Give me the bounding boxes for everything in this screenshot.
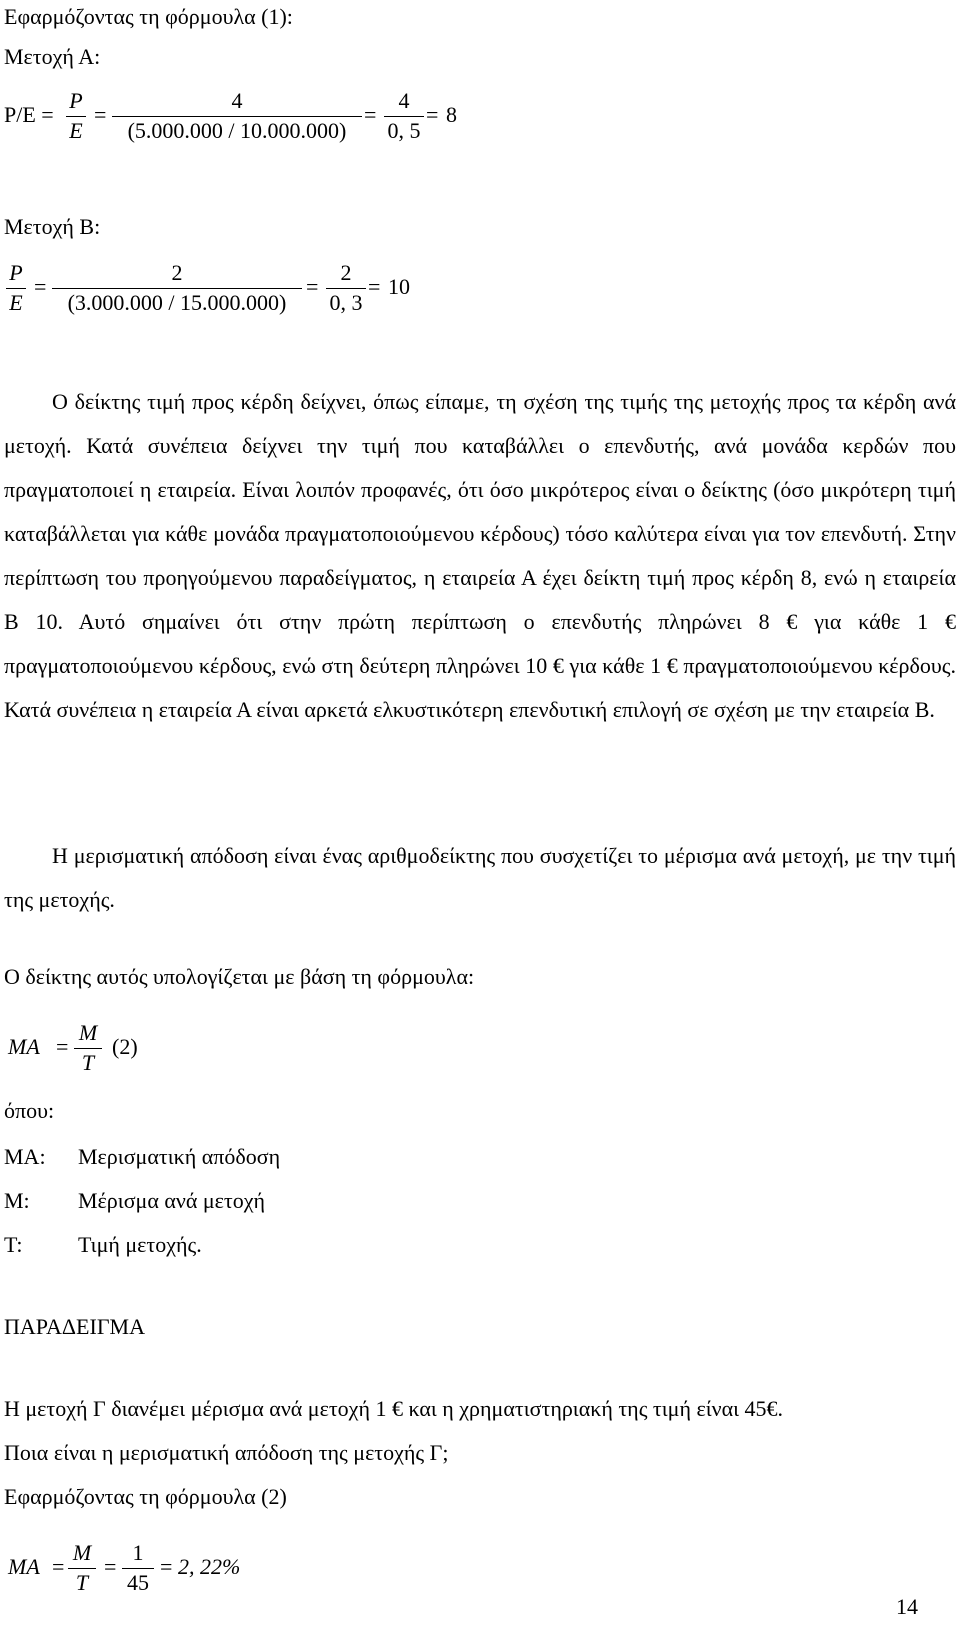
stock-b-result: 10 — [388, 274, 410, 299]
formula3-eq2: = — [104, 1554, 117, 1579]
example-line1: Η μετοχή Γ διανέμει μέρισμα ανά μετοχή 1 € και η χρηματιστηριακή της τιμή είναι 45€. — [4, 1396, 784, 1421]
stock-a-frac-pe — [66, 88, 86, 144]
formula3-frac1-num: M — [72, 1540, 92, 1565]
formula3-frac1-den: T — [75, 1570, 89, 1595]
formula2-num: M — [78, 1020, 98, 1045]
formula3-fraction-values — [122, 1540, 154, 1596]
stock-a-frac-values-num: 4 — [231, 88, 243, 113]
formula2-tag: (2) — [112, 1034, 138, 1059]
def-term: ΜΑ: — [4, 1144, 46, 1169]
paragraph-pe-ratio-text: Ο δείκτης τιμή προς κέρδη δείχνει, όπως είπαμε, τη σχέση της τιμής της μετοχής προς τα κέρδη ανά μετοχή. Κατά συνέπεια δείχνει την τιμή που καταβάλλει ο επενδυτής, ανά μονάδα κερδών που πραγματοποιεί η εταιρεία. Είναι λοιπόν προφανές, ότι όσο μικρότερος είναι ο δείκτης (όσο μικρότερη τιμή καταβάλλεται για κάθε μονάδα πραγματοποιούμενου κέρδους) τόσο καλύτερα είναι για τον επενδυτή. Στην περίπτωση του προηγούμενου παραδείγματος, η εταιρεία Α έχει δείκτη τιμή προς κέρδη 8, ενώ η εταιρεία Β 10. Αυτό σημαίνει ότι στην πρώτη περίπτωση ο επενδυτής πληρώνει 8 € για κάθε 1 € πραγματοποιούμενου κέρδους, ενώ στη δεύτερη πληρώνει 10 € για κάθε 1 € πραγματοποιούμενου κέρδους. Κατά συνέπεια η εταιρεία Α είναι αρκετά ελκυστικότερη επενδυτική επιλογή σε σχέση με την εταιρεία Β. — [4, 389, 956, 722]
formula2-eq: = — [56, 1034, 69, 1059]
paragraph-dividend-yield-text: Η μερισματική απόδοση είναι ένας αριθμοδείκτης που συσχετίζει το μέρισμα ανά μετοχή, με την τιμή της μετοχής. — [4, 843, 956, 912]
stock-b-frac-values-num: 2 — [171, 260, 183, 285]
stock-a-eq2: = — [364, 102, 377, 127]
stock-a-lhs: P/E = — [4, 102, 54, 127]
def-desc: Μέρισμα ανά μετοχή — [78, 1188, 266, 1213]
stock-b-eq1: = — [34, 274, 47, 299]
where-label: όπου: — [4, 1098, 55, 1123]
formula3-fraction-symbolic — [68, 1540, 96, 1596]
intro-formula2: Εφαρμόζοντας τη φόρμουλα (2) — [4, 1484, 287, 1509]
formula3-frac2-den: 45 — [127, 1570, 149, 1595]
example-question: Ποια είναι η μερισματική απόδοση της μετοχής Γ; — [4, 1440, 449, 1465]
paragraph-dividend-yield — [4, 834, 956, 922]
stock-a-frac-values-den: (5.000.000 / 10.000.000) — [127, 118, 347, 143]
stock-b-frac-values — [52, 260, 302, 316]
stock-a-frac-simplified-den: 0, 5 — [387, 118, 421, 143]
stock-b-frac-simplified — [326, 260, 366, 316]
paragraph-pe-ratio — [4, 380, 956, 732]
formula3-lhs: MA — [8, 1554, 40, 1579]
stock-b-frac-values-den: (3.000.000 / 15.000.000) — [67, 290, 287, 315]
stock-b-label: Μετοχή Β: — [4, 214, 101, 239]
formula3-result: 2, 22% — [178, 1554, 241, 1579]
page-number: 14 — [896, 1594, 918, 1619]
stock-a-result: 8 — [446, 102, 457, 127]
example-heading: ΠΑΡΑΔΕΙΓΜΑ — [4, 1314, 145, 1339]
stock-b-frac-pe-den: E — [9, 290, 23, 315]
intro-formula1: Εφαρμόζοντας τη φόρμουλα (1): — [4, 4, 293, 29]
formula2-intro: Ο δείκτης αυτός υπολογίζεται με βάση τη φόρμουλα: — [4, 964, 475, 989]
stock-b-frac-pe-num: P — [9, 260, 23, 285]
formula2-lhs: MA — [8, 1034, 40, 1059]
stock-a-frac-simplified — [384, 88, 424, 144]
def-term: Μ: — [4, 1188, 30, 1213]
stock-a-label: Μετοχή Α: — [4, 44, 101, 69]
stock-a-frac-pe-num: P — [69, 88, 83, 113]
stock-b-frac-simplified-num: 2 — [340, 260, 352, 285]
stock-b-eq3: = — [368, 274, 381, 299]
stock-a-frac-simplified-num: 4 — [398, 88, 410, 113]
stock-b-frac-pe — [6, 260, 26, 316]
formula3-frac2-num: 1 — [132, 1540, 144, 1565]
formula3-eq1: = — [52, 1554, 65, 1579]
formula3-eq3: = — [160, 1554, 173, 1579]
def-term: Τ: — [4, 1232, 23, 1257]
stock-b-eq2: = — [306, 274, 319, 299]
stock-a-frac-values — [112, 88, 362, 144]
stock-a-frac-pe-den: E — [69, 118, 83, 143]
stock-a-eq3: = — [426, 102, 439, 127]
def-desc: Μερισματική απόδοση — [78, 1144, 281, 1169]
stock-a-eq1: = — [94, 102, 107, 127]
formula2-den: T — [81, 1050, 95, 1075]
stock-b-frac-simplified-den: 0, 3 — [329, 290, 363, 315]
formula2-fraction — [74, 1020, 102, 1076]
def-desc: Τιμή μετοχής. — [78, 1232, 202, 1257]
